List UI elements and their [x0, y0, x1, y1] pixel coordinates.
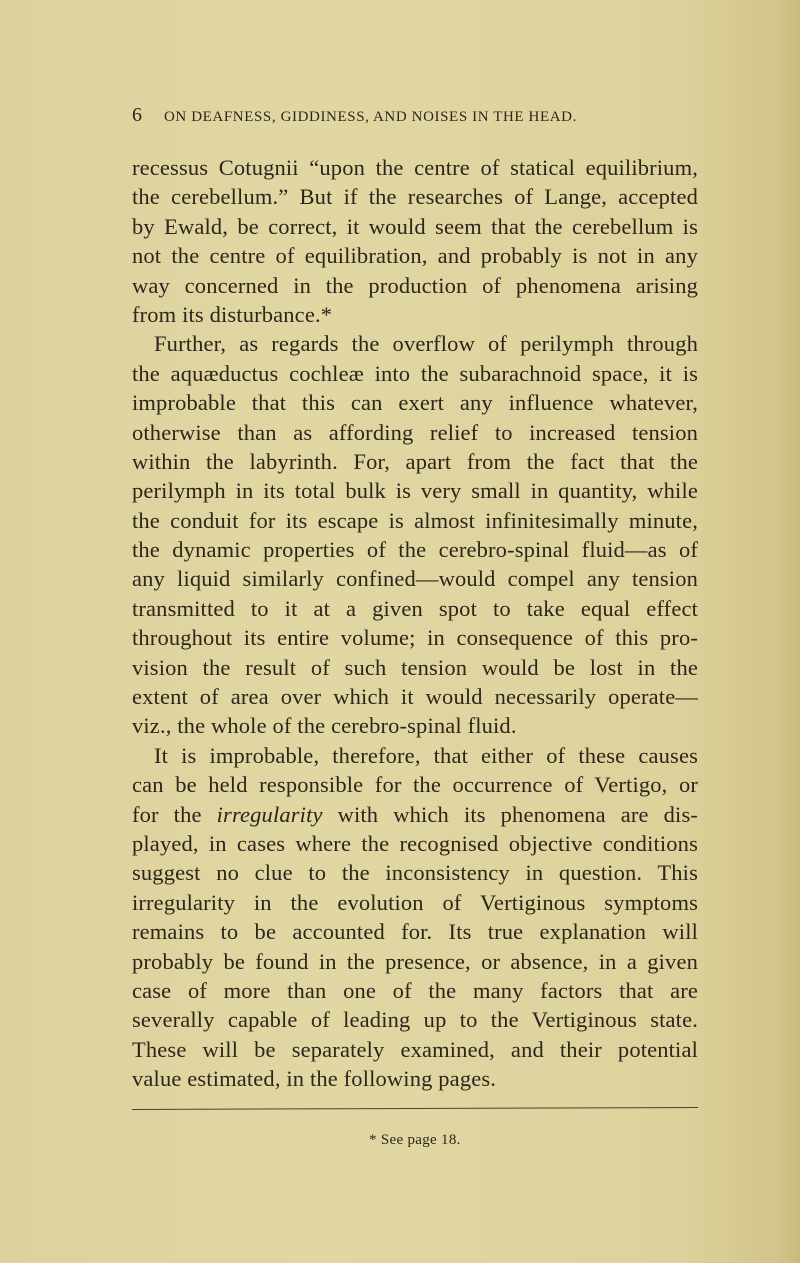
text-line [132, 888, 698, 917]
text-line [132, 623, 698, 652]
text-segment: with which its phenomena are dis- [322, 801, 698, 827]
text-line [132, 770, 698, 799]
text-line [132, 212, 698, 241]
text-segment: the aquæductus cochleæ into the subarachnoid space, it is [132, 360, 698, 386]
text-line [132, 359, 698, 388]
text-line [132, 182, 698, 211]
text-line [132, 447, 698, 476]
text-line [132, 535, 698, 564]
page-number: 6 [132, 104, 142, 126]
footnote-rule [132, 1107, 698, 1110]
text-segment: not the centre of equilibration, and probably is not in any [132, 243, 698, 269]
text-line [132, 976, 698, 1005]
text-line [132, 829, 698, 858]
text-segment: perilymph in its total bulk is very small in quantity, while [132, 478, 698, 504]
text-line [132, 476, 698, 505]
italic-emphasis: irregularity [216, 801, 323, 827]
text-segment: suggest no clue to the inconsistency in question. This [132, 860, 698, 886]
text-line [132, 1035, 698, 1064]
text-line [132, 1005, 698, 1034]
text-line [132, 418, 698, 447]
running-title: ON DEAFNESS, GIDDINESS, AND NOISES IN THE HEAD. [164, 109, 577, 125]
text-segment: value estimated, in the following pages. [132, 1066, 497, 1092]
footnote: * See page 18. [369, 1132, 461, 1148]
text-segment: improbable that this can exert any influence whatever, [132, 390, 698, 416]
text-line [132, 300, 698, 329]
paragraph-start-line [132, 329, 698, 358]
text-segment: played, in cases where the recognised objective conditions [132, 830, 698, 856]
text-segment: can be held responsible for the occurrence of Vertigo, or [132, 772, 698, 798]
text-segment: extent of area over which it would necessarily operate— [132, 684, 698, 710]
text-line [132, 594, 698, 623]
body-text [132, 153, 698, 1094]
text-segment: the cerebellum.” But if the researches of Lange, accepted [132, 184, 698, 210]
text-line [132, 947, 698, 976]
text-segment: within the labyrinth. For, apart from the fact that the [132, 448, 698, 474]
text-segment: severally capable of leading up to the Vertiginous state. [132, 1007, 698, 1033]
text-segment: probably be found in the presence, or absence, in a given [132, 948, 698, 974]
text-segment: It is improbable, therefore, that either of these causes [154, 742, 698, 768]
text-line [132, 1064, 698, 1093]
text-line [132, 506, 698, 535]
text-segment: throughout its entire volume; in consequence of this pro- [132, 625, 698, 651]
text-segment: transmitted to it at a given spot to take equal effect [132, 595, 698, 621]
text-segment: by Ewald, be correct, it would seem that the cerebellum is [132, 213, 698, 239]
text-segment: any liquid similarly confined—would compel any tension [132, 566, 698, 592]
text-segment: remains to be accounted for. Its true explanation will [132, 919, 698, 945]
text-segment: otherwise than as affording relief to increased tension [132, 419, 698, 445]
text-segment: irregularity in the evolution of Vertiginous symptoms [132, 889, 698, 915]
text-segment: viz., the whole of the cerebro-spinal fluid. [132, 713, 517, 739]
text-line [132, 564, 698, 593]
text-segment: way concerned in the production of phenomena arising [132, 272, 698, 298]
text-segment: for the [132, 801, 217, 827]
text-line [132, 682, 698, 711]
paragraph-start-line [132, 741, 698, 770]
text-line [132, 858, 698, 887]
text-line [132, 653, 698, 682]
text-line [132, 711, 698, 740]
text-line [132, 153, 698, 182]
text-segment: recessus Cotugnii “upon the centre of statical equilibrium, [132, 155, 698, 180]
text-line [132, 800, 698, 829]
text-segment: the conduit for its escape is almost infinitesimally minute, [132, 507, 698, 533]
running-header [132, 104, 697, 127]
text-segment: These will be separately examined, and their potential [132, 1036, 698, 1062]
text-segment: case of more than one of the many factors that are [132, 977, 698, 1003]
text-segment: Further, as regards the overflow of perilymph through [154, 331, 698, 357]
text-line [132, 388, 698, 417]
text-line [132, 241, 698, 270]
text-line [132, 917, 698, 946]
text-line [132, 271, 698, 300]
text-segment: from its disturbance.* [132, 301, 333, 327]
text-segment: the dynamic properties of the cerebro-spinal fluid—as of [132, 537, 698, 563]
text-segment: vision the result of such tension would be lost in the [132, 654, 698, 680]
